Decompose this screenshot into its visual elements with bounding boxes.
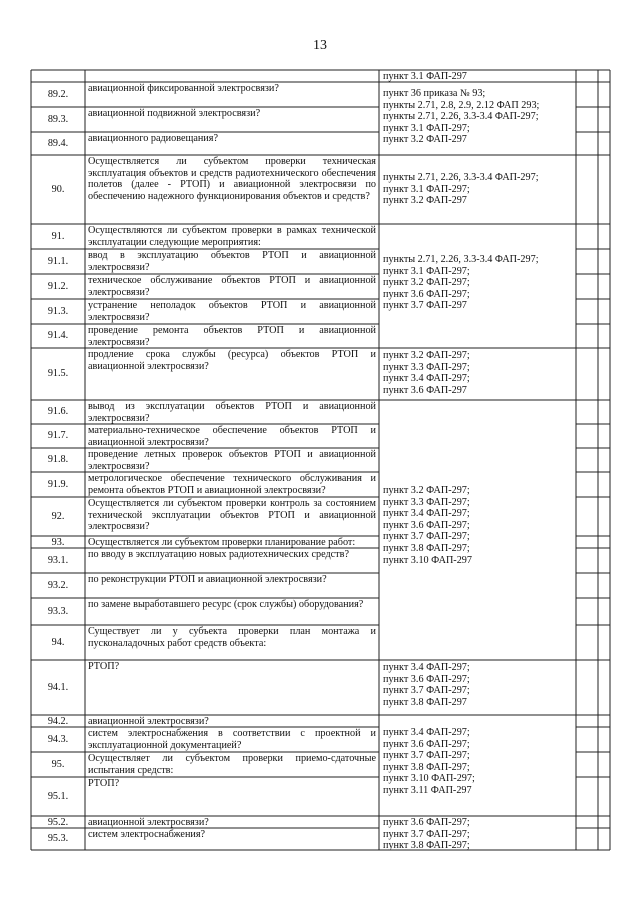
row-number: 91.1. [47,255,69,267]
question-text: по вводу в эксплуатацию новых радиотехнических средств? [88,549,349,560]
question-text: по замене выработавшего ресурс (срок службы) оборудования? [88,599,364,610]
row-number: 89.4. [47,137,69,149]
row-number: 95.2. [47,817,69,828]
row-number: 93.3. [47,605,69,617]
legal-reference: пункт 3.4 ФАП-297; пункт 3.6 ФАП-297; пункт 3.7 ФАП-297; пункт 3.8 ФАП-297 [383,662,470,708]
question-text: техническое обслуживание объектов РТОП и авиационной электросвязи? [88,275,376,298]
legal-reference: пункт 3.4 ФАП-297; пункт 3.6 ФАП-297; пункт 3.7 ФАП-297; пункт 3.8 ФАП-297; пункт 3.10 ФАП-297; пункт 3.11 ФАП-297 [383,727,475,796]
question-text: РТОП? [88,661,120,672]
legal-reference: пункты 2.71, 2.26, 3.3-3.4 ФАП-297; пункт 3.1 ФАП-297; пункт 3.2 ФАП-297 [383,172,539,207]
row-number: 91.7. [47,430,69,441]
question-text: проведение летных проверок объектов РТОП и авиационной электросвязи? [88,449,376,472]
row-number: 92. [51,510,65,522]
question-text: авиационной электросвязи? [88,716,209,727]
question-text: авиационной подвижной электросвязи? [88,108,261,119]
row-number: 94.3. [47,733,69,745]
row-number: 93.2. [47,579,69,591]
row-number: 94.1. [47,681,69,693]
row-number: 90. [51,183,65,195]
row-number: 94.2. [47,716,69,727]
question-text: по реконструкции РТОП и авиационной электросвязи? [88,574,327,585]
row-number: 94. [51,636,65,648]
question-text [85,71,379,82]
row-number: 93.1. [47,554,69,566]
question-text: Осуществляются ли субъектом проверки в рамках технической эксплуатации следующие мероприятия: [88,225,376,248]
row-number: 91.4. [47,330,69,341]
row-number: 89.3. [47,113,69,125]
question-text: Осуществляется ли субъектом проверки техническая эксплуатация объектов и средств радиотехнического обеспечения полетов (далее - РТОП) и авиационной электросвязи по обеспечению надежного функционирования объектов и средств? [88,156,376,202]
question-text: авиационного радиовещания? [88,133,218,144]
row-number: 91.3. [47,305,69,317]
row-number: 91.6. [47,406,69,417]
row-number [31,70,85,82]
question-text: вывод из эксплуатации объектов РТОП и авиационной электросвязи? [88,401,376,424]
question-text: РТОП? [88,778,120,789]
question-text: Осуществляет ли субъектом проверки приемо-сдаточные испытания средств: [88,753,376,776]
row-number: 95. [51,758,65,770]
question-text: продление срока службы (ресурса) объектов РТОП и авиационной электросвязи? [88,349,376,372]
row-number: 93. [51,537,65,548]
question-text: устранение неполадок объектов РТОП и авиационной электросвязи? [88,300,376,323]
question-text: материально-техническое обеспечение объектов РТОП и авиационной электросвязи? [88,425,376,448]
question-text: Осуществляется ли субъектом проверки контроль за состоянием технической эксплуатации объектов РТОП и авиационной электросвязи? [88,498,376,533]
question-text: систем электроснабжения в соответствии с проектной и эксплуатационной документацией? [88,728,376,751]
legal-reference: пункт 3.2 ФАП-297; пункт 3.3 ФАП-297; пункт 3.4 ФАП-297; пункт 3.6 ФАП-297; пункт 3.7 ФАП-297; пункт 3.8 ФАП-297; пункт 3.10 ФАП-297 [383,485,472,566]
question-text: ввод в эксплуатацию объектов РТОП и авиационной электросвязи? [88,250,376,273]
question-text: авиационной фиксированной электросвязи? [88,83,279,94]
row-number: 91. [51,230,65,242]
question-text: авиационной электросвязи? [88,817,209,828]
question-text: Осуществляется ли субъектом проверки планирование работ: [88,537,356,548]
row-number: 91.9. [47,478,69,490]
row-number: 91.2. [47,280,69,292]
row-number: 95.3. [47,833,69,844]
legal-reference: пункты 2.71, 2.26, 3.3-3.4 ФАП-297; пункт 3.1 ФАП-297; пункт 3.2 ФАП-297; пункт 3.6 ФАП-297; пункт 3.7 ФАП-297 [383,254,539,312]
question-text: проведение ремонта объектов РТОП и авиационной электросвязи? [88,325,376,348]
row-number: 91.5. [47,368,69,379]
row-number: 91.8. [47,454,69,465]
question-text: Существует ли у субъекта проверки план монтажа и пусконаладочных работ средств объекта: [88,626,376,649]
row-number: 95.1. [47,790,69,802]
legal-reference: пункт 3.1 ФАП-297 [383,71,467,82]
legal-reference: пункт 3.2 ФАП-297; пункт 3.3 ФАП-297; пункт 3.4 ФАП-297; пункт 3.6 ФАП-297 [383,350,470,396]
question-text: систем электроснабжения? [88,829,206,840]
question-text: метрологическое обеспечение технического обслуживания и ремонта объектов РТОП и авиационной электросвязи? [88,473,376,496]
row-number: 89.2. [47,88,69,100]
legal-reference: пункт 3.6 ФАП-297; пункт 3.7 ФАП-297; пункт 3.8 ФАП-297; [383,817,470,850]
legal-reference: пункт 36 приказа № 93; пункты 2.71, 2.8, 2.9, 2.12 ФАП 293; пункты 2.71, 2.26, 3.3-3.4 ФАП-297; пункт 3.1 ФАП-297; пункт 3.2 ФАП-297 [383,88,540,146]
page-number: 13 [313,38,327,53]
